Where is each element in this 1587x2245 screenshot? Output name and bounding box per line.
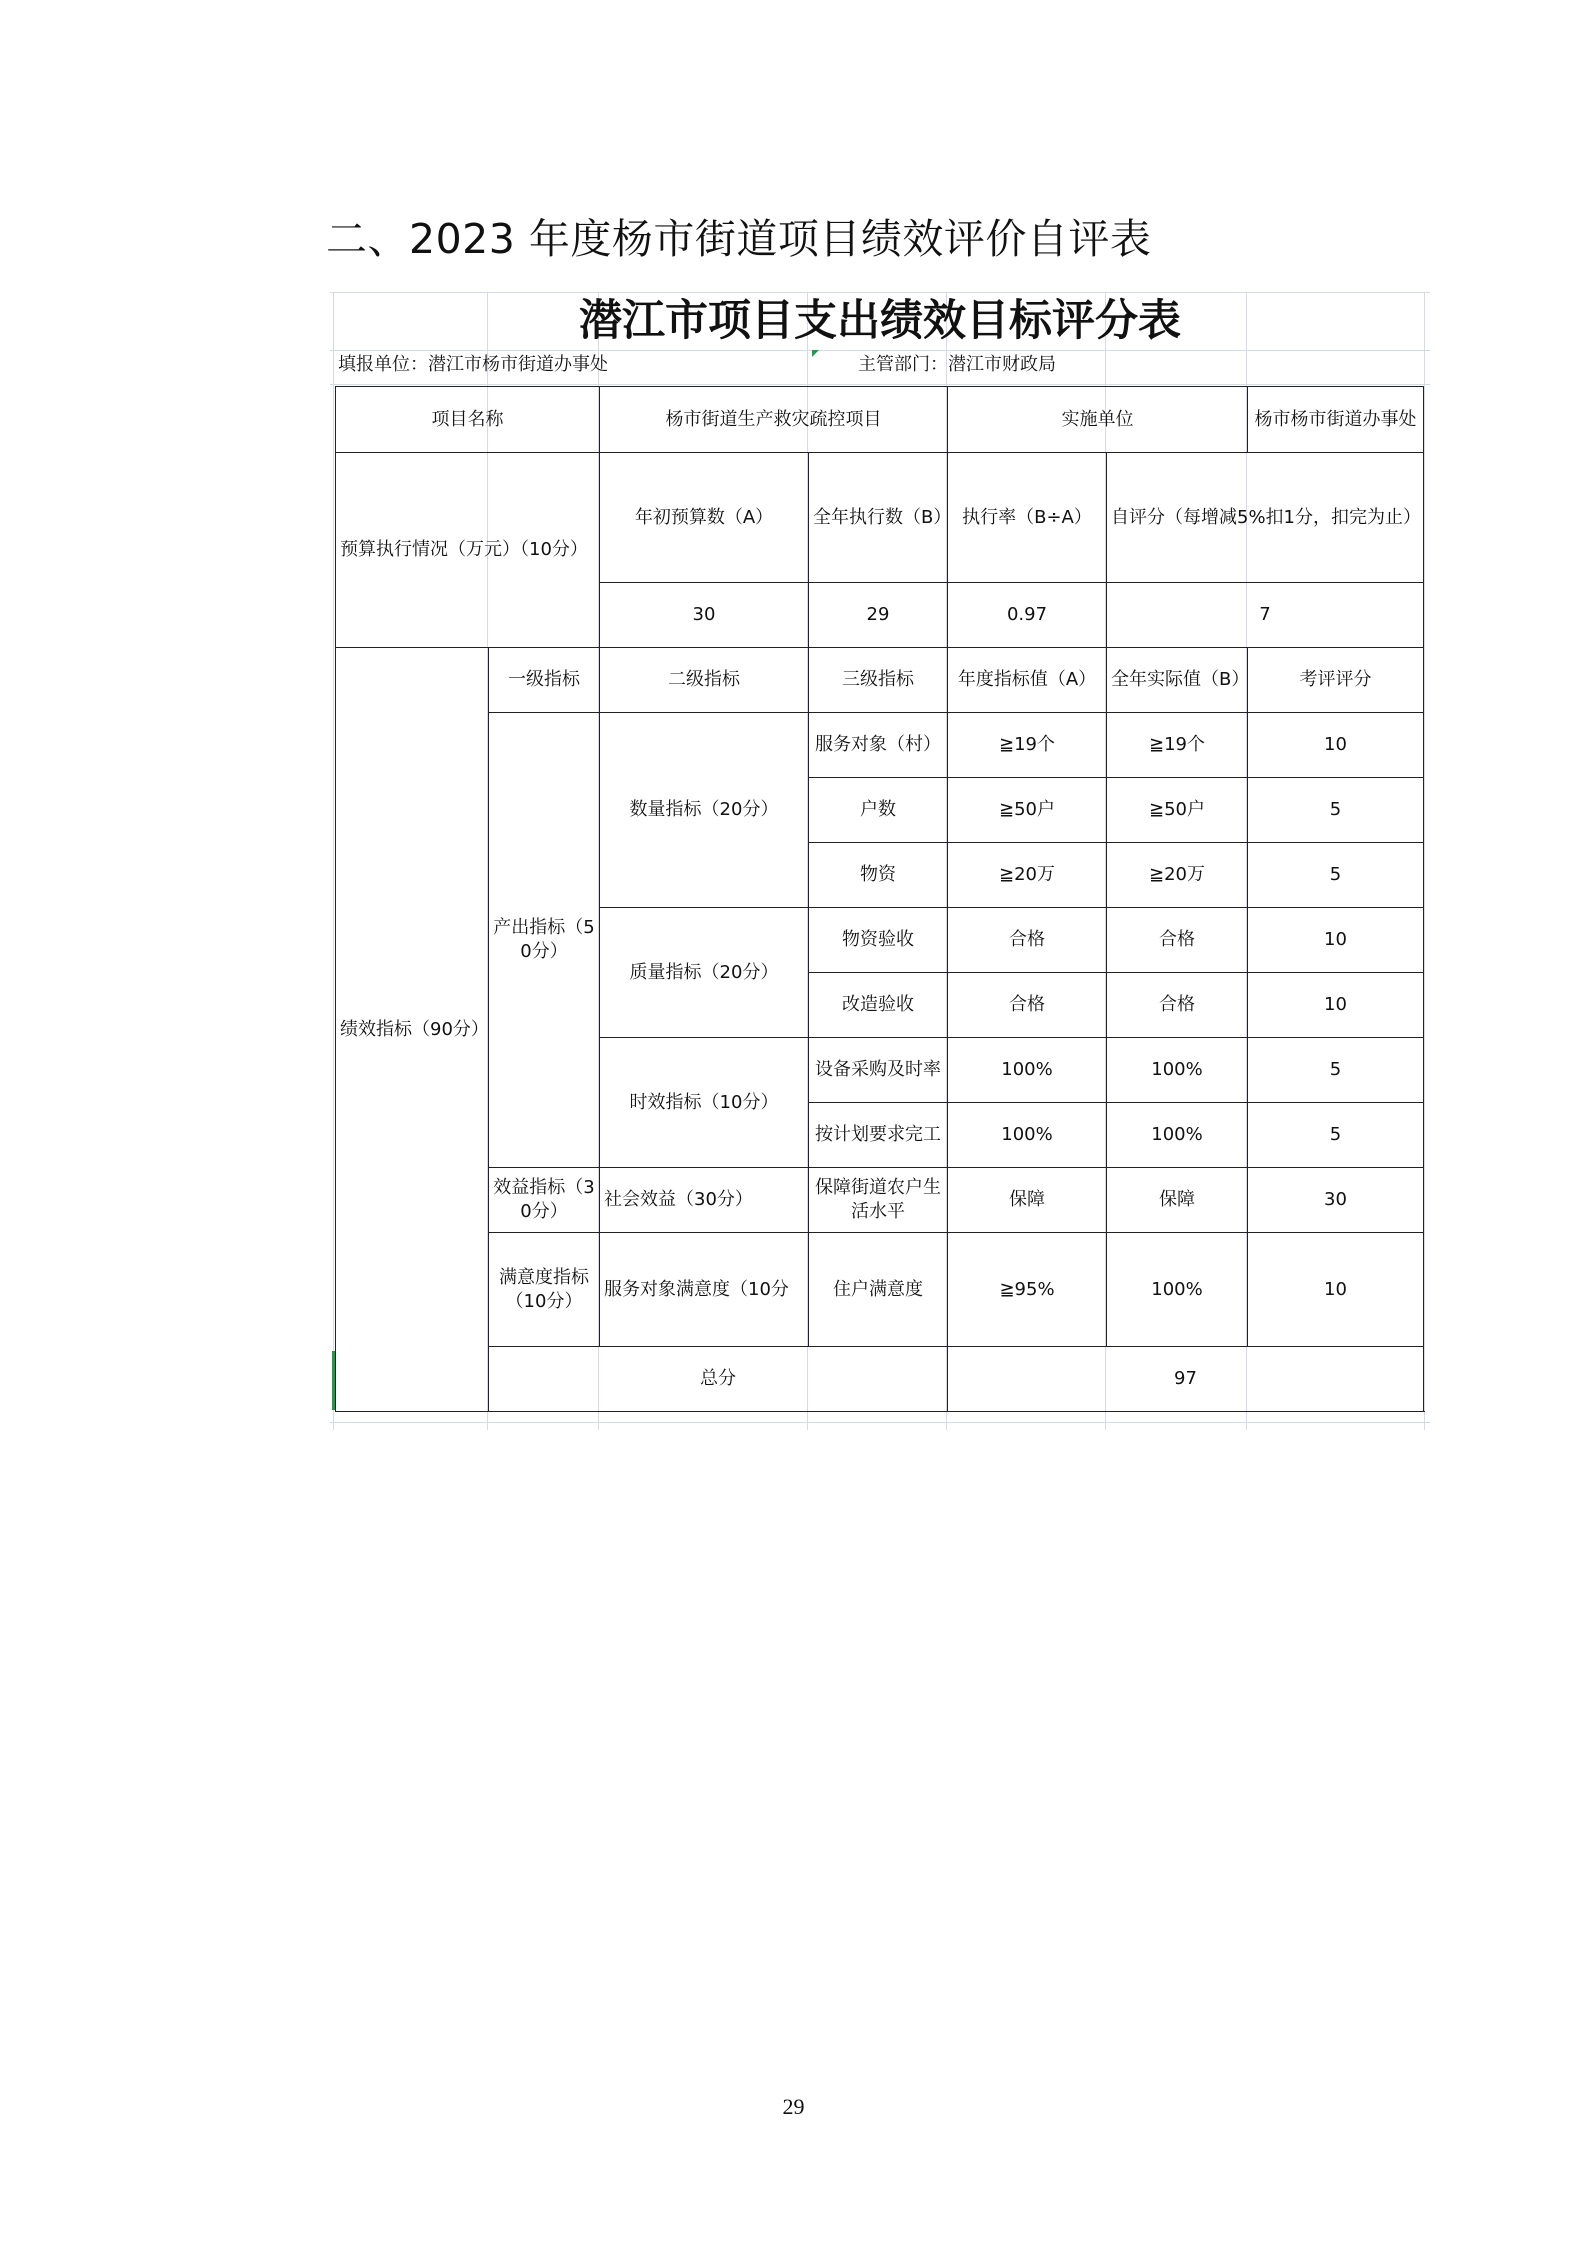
header-level1: 一级指标 — [489, 648, 600, 713]
indicator-actual: 100% — [1107, 1038, 1248, 1103]
indicator-actual: 100% — [1107, 1233, 1248, 1347]
indicator-score: 5 — [1248, 843, 1424, 908]
budget-a: 30 — [600, 583, 809, 648]
header-score: 考评评分 — [1248, 648, 1424, 713]
budget-self: 7 — [1107, 583, 1424, 648]
indicator-actual: 100% — [1107, 1103, 1248, 1168]
gridline — [1424, 292, 1425, 1430]
gridline — [333, 292, 334, 1430]
indicator-target: ≧95% — [948, 1233, 1107, 1347]
table-row — [336, 1168, 1424, 1233]
budget-col-rate: 执行率（B÷A） — [948, 453, 1107, 583]
budget-col-b: 全年执行数（B） — [809, 453, 948, 583]
indicator-target: 合格 — [948, 908, 1107, 973]
indicator-actual: 保障 — [1107, 1168, 1248, 1233]
indicator-target: 保障 — [948, 1168, 1107, 1233]
budget-label: 预算执行情况（万元）（10分） — [336, 453, 600, 648]
total-label: 总分 — [489, 1347, 948, 1412]
total-score: 97 — [948, 1347, 1424, 1412]
indicator-item: 户数 — [809, 778, 948, 843]
indicator-score: 5 — [1248, 1038, 1424, 1103]
table-row — [336, 453, 1424, 583]
budget-rate: 0.97 — [948, 583, 1107, 648]
output-label: 产出指标（50分） — [489, 713, 600, 1168]
social-label: 社会效益（30分） — [600, 1168, 809, 1233]
indicator-item: 物资 — [809, 843, 948, 908]
indicator-item: 设备采购及时率 — [809, 1038, 948, 1103]
indicator-target: 100% — [948, 1103, 1107, 1168]
indicator-actual: ≧19个 — [1107, 713, 1248, 778]
quantity-label: 数量指标（20分） — [600, 713, 809, 908]
indicator-actual: ≧20万 — [1107, 843, 1248, 908]
fill-unit: 填报单位：潜江市杨市街道办事处 — [338, 354, 608, 375]
gridline — [330, 350, 1430, 351]
indicator-score: 10 — [1248, 908, 1424, 973]
indicator-target: ≧20万 — [948, 843, 1107, 908]
indicator-actual: 合格 — [1107, 908, 1248, 973]
indicator-score: 10 — [1248, 973, 1424, 1038]
indicator-target: 100% — [948, 1038, 1107, 1103]
project-name-label: 项目名称 — [336, 387, 600, 453]
indicator-actual: 合格 — [1107, 973, 1248, 1038]
header-target: 年度指标值（A） — [948, 648, 1107, 713]
supervising-department: 主管部门：潜江市财政局 — [858, 354, 1056, 375]
project-name: 杨市街道生产救灾疏控项目 — [600, 387, 948, 453]
budget-b: 29 — [809, 583, 948, 648]
gridline — [330, 1422, 1430, 1423]
table-row — [336, 387, 1424, 453]
header-actual: 全年实际值（B） — [1107, 648, 1248, 713]
indicator-actual: ≧50户 — [1107, 778, 1248, 843]
perf-label: 绩效指标（90分） — [336, 648, 489, 1412]
header-level2: 二级指标 — [600, 648, 809, 713]
indicator-score: 5 — [1248, 1103, 1424, 1168]
service-satisfaction-label: 服务对象满意度（10分 — [600, 1233, 809, 1347]
table-row — [336, 648, 1424, 713]
budget-col-a: 年初预算数（A） — [600, 453, 809, 583]
table-row — [336, 713, 1424, 778]
impl-unit: 杨市杨市街道办事处 — [1248, 387, 1424, 453]
sheet-title: 潜江市项目支出绩效目标评分表 — [579, 296, 1181, 346]
indicator-score: 10 — [1248, 713, 1424, 778]
page-number: 29 — [782, 2094, 805, 2119]
indicator-item: 服务对象（村） — [809, 713, 948, 778]
indicator-item: 按计划要求完工 — [809, 1103, 948, 1168]
indicator-target: ≧50户 — [948, 778, 1107, 843]
indicator-score: 5 — [1248, 778, 1424, 843]
section-heading: 二、2023 年度杨市街道项目绩效评价自评表 — [326, 215, 1152, 263]
score-sheet — [330, 292, 1430, 1430]
benefit-label: 效益指标（30分） — [489, 1168, 600, 1233]
timeliness-label: 时效指标（10分） — [600, 1038, 809, 1168]
header-level3: 三级指标 — [809, 648, 948, 713]
cell-comment-marker — [812, 350, 819, 357]
indicator-item: 住户满意度 — [809, 1233, 948, 1347]
table-row — [336, 1347, 1424, 1412]
indicator-item: 物资验收 — [809, 908, 948, 973]
indicator-score: 30 — [1248, 1168, 1424, 1233]
gridline — [330, 384, 1430, 385]
table-row — [336, 1233, 1424, 1347]
satisfaction-label: 满意度指标（10分） — [489, 1233, 600, 1347]
performance-score-table — [335, 386, 1424, 1412]
budget-col-self: 自评分（每增减5%扣1分，扣完为止） — [1107, 453, 1424, 583]
indicator-item: 保障街道农户生活水平 — [809, 1168, 948, 1233]
indicator-target: ≧19个 — [948, 713, 1107, 778]
quality-label: 质量指标（20分） — [600, 908, 809, 1038]
indicator-target: 合格 — [948, 973, 1107, 1038]
indicator-score: 10 — [1248, 1233, 1424, 1347]
impl-unit-label: 实施单位 — [948, 387, 1248, 453]
indicator-item: 改造验收 — [809, 973, 948, 1038]
